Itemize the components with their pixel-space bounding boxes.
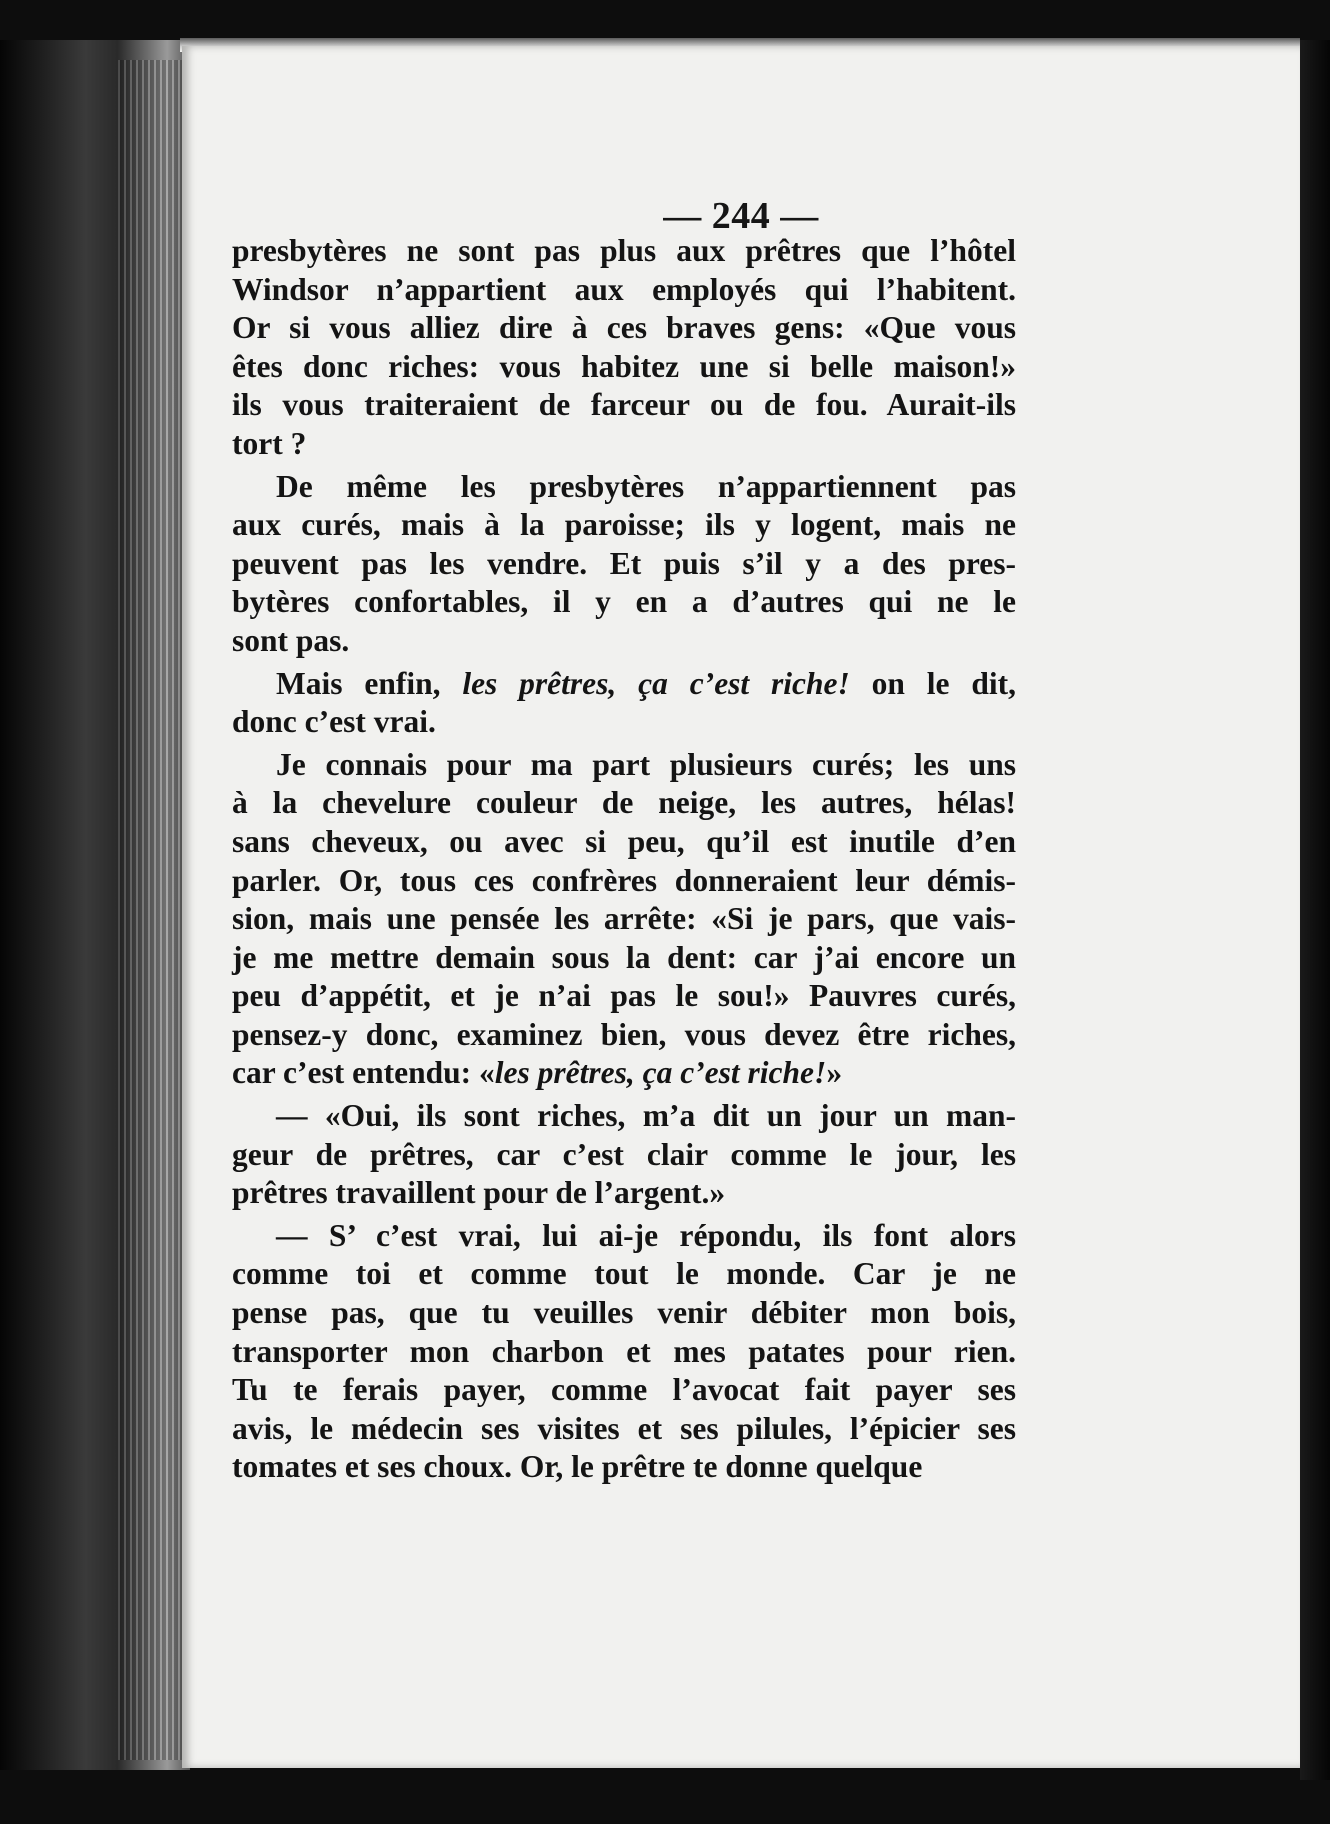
text-segment: Windsor n’appartient aux employés qui l’habitent. [232,271,1016,307]
body-text [232,232,1016,1491]
text-segment: Je connais pour ma part plusieurs curés; les uns [276,746,1016,782]
text-line [232,1410,1016,1449]
text-segment: — «Oui, ils sont riches, m’a dit un jour un man- [276,1098,1016,1134]
text-segment: êtes donc riches: vous habitez une si belle maison!» [232,348,1016,384]
text-segment: donc c’est vrai. [232,704,436,740]
text-segment: pensez-y donc, examinez bien, vous devez être riches, [232,1016,1016,1052]
text-segment: aux curés, mais à la paroisse; ils y logent, mais ne [232,507,1016,543]
text-line [232,583,1016,622]
italic-phrase: les prêtres, ça c’est riche! [494,1055,827,1091]
paragraph [232,1217,1016,1487]
text-segment: comme toi et comme tout le monde. Car je ne [232,1256,1016,1292]
text-segment: parler. Or, tous ces confrères donneraient leur démis- [232,862,1016,898]
text-line [232,622,1016,661]
book-page-stack [118,60,188,1760]
text-segment: car c’est entendu: « [232,1055,495,1091]
text-segment: pense pas, que tu veuilles venir débiter mon bois, [232,1295,1016,1331]
text-line [232,1097,1016,1136]
text-line [232,939,1016,978]
paragraph [232,1097,1016,1213]
italic-phrase: les prêtres, ça c’est riche! [462,665,850,701]
text-segment: tort ? [232,425,307,461]
paragraph [232,232,1016,464]
scan-border-right [1300,40,1330,1780]
text-segment: » [826,1055,843,1091]
text-line [232,545,1016,584]
text-segment: transporter mon charbon et mes patates pour rien. [232,1333,1016,1369]
text-line [232,746,1016,785]
text-line [232,977,1016,1016]
paragraph [232,665,1016,742]
text-line [232,784,1016,823]
paragraph [232,746,1016,1093]
text-segment: tomates et ses choux. Or, le prêtre te donne quelque [232,1449,923,1485]
text-segment: — S’ c’est vrai, lui ai-je répondu, ils font alors [276,1217,1016,1253]
text-segment: ils vous traiteraient de farceur ou de fou. Aurait-ils [232,387,1016,423]
text-line [232,386,1016,425]
text-segment: bytères confortables, il y en a d’autres qui ne le [232,584,1016,620]
text-segment: De même les presbytères n’appartiennent pas [276,468,1016,504]
text-line [232,823,1016,862]
text-segment: geur de prêtres, car c’est clair comme le jour, les [232,1136,1016,1172]
text-segment: sans cheveux, ou avec si peu, qu’il est inutile d’en [232,823,1016,859]
text-line [232,1054,1016,1093]
text-line [232,703,1016,742]
text-line [232,271,1016,310]
text-segment: sion, mais une pensée les arrête: «Si je pars, que vais- [232,901,1016,937]
text-segment: Mais enfin, [276,665,463,701]
text-line [232,506,1016,545]
page-number: — 244 — [663,195,819,237]
text-line [232,468,1016,507]
text-line [232,1255,1016,1294]
text-segment: prêtres travaillent pour de l’argent.» [232,1175,726,1211]
text-line [232,1217,1016,1256]
text-segment: peuvent pas les vendre. Et puis s’il y a des pres- [232,545,1016,581]
text-line [232,900,1016,939]
text-segment: Or si vous alliez dire à ces braves gens: «Que vous [232,310,1016,346]
text-line [232,1371,1016,1410]
text-line [232,862,1016,901]
text-line [232,1448,1016,1487]
text-segment: on le dit, [849,665,1016,701]
text-line [232,1174,1016,1213]
text-line [232,309,1016,348]
text-segment: à la chevelure couleur de neige, les autres, hélas! [232,785,1016,821]
text-segment: je me mettre demain sous la dent: car j’ai encore un [232,939,1016,975]
text-line [232,348,1016,387]
text-line [232,1333,1016,1372]
text-segment: avis, le médecin ses visites et ses pilules, l’épicier ses [232,1410,1016,1446]
text-line [232,1136,1016,1175]
text-segment: sont pas. [232,622,350,658]
text-segment: presbytères ne sont pas plus aux prêtres que l’hôtel [232,233,1016,268]
text-segment: Tu te ferais payer, comme l’avocat fait payer ses [232,1372,1016,1408]
paragraph [232,468,1016,661]
text-line [232,1294,1016,1333]
text-line [232,1016,1016,1055]
text-line [232,232,1016,271]
text-segment: peu d’appétit, et je n’ai pas le sou!» Pauvres curés, [232,978,1016,1014]
text-line [232,665,1016,704]
text-line [232,425,1016,464]
